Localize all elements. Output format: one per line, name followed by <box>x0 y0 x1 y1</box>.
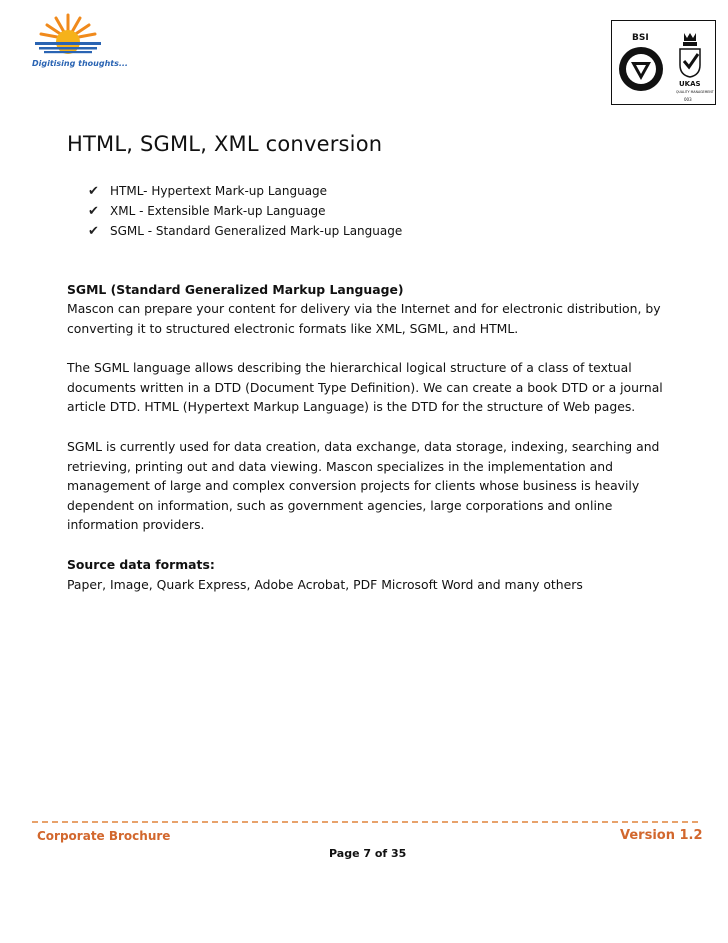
page-title: HTML, SGML, XML conversion <box>67 132 383 156</box>
crown-icon <box>683 33 697 46</box>
paragraph-usage: SGML is currently used for data creation, data exchange, data storage, indexing, searching and retrieving, printing out and data viewing. Mascon specializes in the implementation and management of large and complex conversion projects for clients whose business is heavily dependent on information, such as government agencies, large corporations and online information providers. <box>67 439 660 532</box>
check-icon: ✔ <box>88 183 99 199</box>
company-logo <box>29 11 128 71</box>
check-icon: ✔ <box>88 203 99 219</box>
bullet-text: SGML - Standard Generalized Mark-up Language <box>110 224 403 238</box>
paragraph-intro: Mascon can prepare your content for delivery via the Internet and for electronic distribution, by converting it to structured electronic formats like XML, SGML, and HTML. <box>67 301 661 336</box>
check-icon: ✔ <box>88 223 99 239</box>
paragraph-dtd: The SGML language allows describing the hierarchical logical structure of a class of textual documents written in a DTD (Document Type Definition). We can create a book DTD or a journal article DTD. HTML (Hypertext Markup Language) is the DTD for the structure of Web pages. <box>67 360 663 414</box>
sgml-heading: SGML (Standard Generalized Markup Language) <box>67 282 404 297</box>
list-item <box>88 181 402 201</box>
cert-ukas-label: UKAS <box>679 80 701 88</box>
bullet-list <box>88 181 402 241</box>
bullet-text: XML - Extensible Mark-up Language <box>110 204 326 218</box>
cert-bsi-label: BSI <box>632 33 649 43</box>
footer-version: Version 1.2 <box>620 828 703 843</box>
source-text: Paper, Image, Quark Express, Adobe Acrobat, PDF Microsoft Word and many others <box>67 577 583 592</box>
list-item <box>88 221 402 241</box>
cert-sub-label: QUALITY MANAGEMENT <box>676 90 714 94</box>
source-heading: Source data formats: <box>67 557 215 572</box>
cert-number: 003 <box>684 97 692 102</box>
list-item <box>88 201 402 221</box>
certification-logo <box>611 20 716 105</box>
logo-tagline: Digitising thoughts... <box>32 59 128 68</box>
footer-divider <box>32 821 698 823</box>
page-number: Page 7 of 35 <box>329 847 407 860</box>
bullet-text: HTML- Hypertext Mark-up Language <box>110 184 328 198</box>
footer-doc-title: Corporate Brochure <box>37 829 171 843</box>
